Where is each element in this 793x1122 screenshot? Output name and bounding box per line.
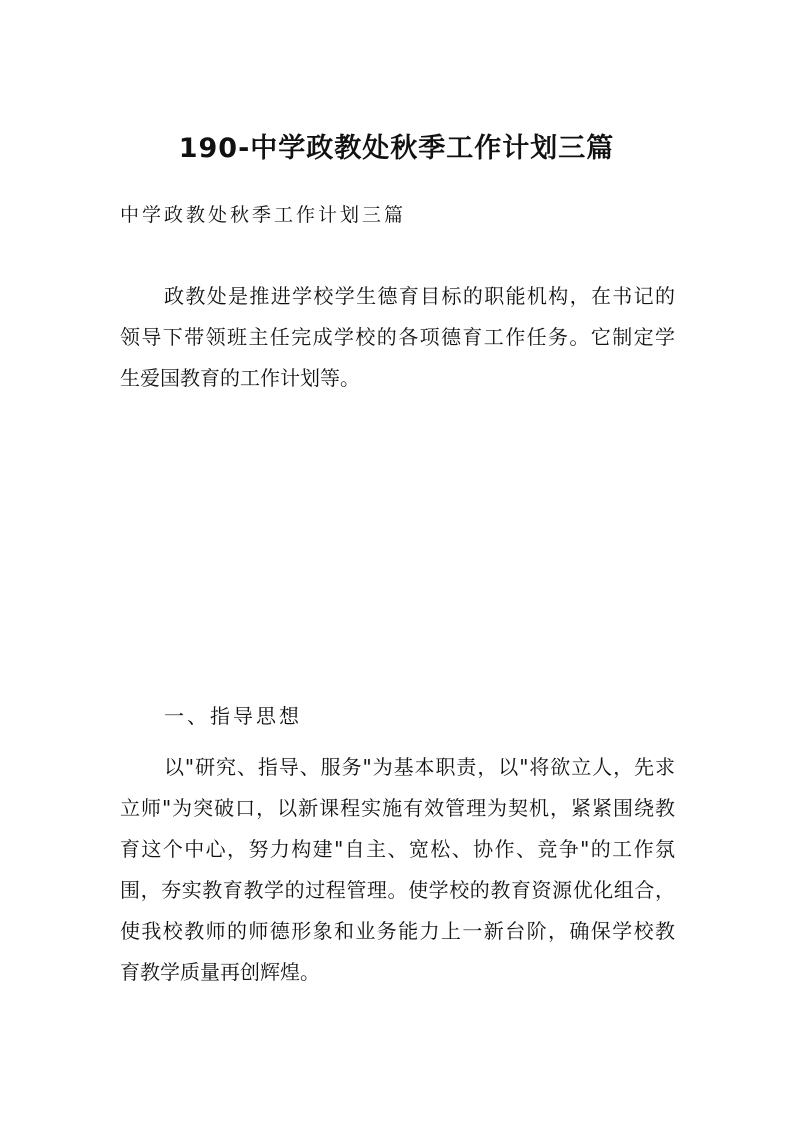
paragraph-line: 使我校教师的师德形象和业务能力上一新台阶，确保学校教 [120,919,675,943]
paragraph-line: 生爱国教育的工作计划等。 [120,366,360,390]
section-heading: 一、指导思想 [164,704,302,728]
document-subtitle: 中学政教处秋季工作计划三篇 [120,204,407,226]
document-title: 190-中学政教处秋季工作计划三篇 [178,133,615,164]
section-paragraph [120,747,675,993]
paragraph-line: 以"研究、指导、服务"为基本职责，以"将欲立人，先求 [164,755,675,779]
paragraph-line: 立师"为突破口，以新课程实施有效管理为契机，紧紧围绕教 [120,796,675,820]
paragraph-line: 育这个中心，努力构建"自主、宽松、协作、竞争"的工作氛 [120,837,675,861]
paragraph-line: 围，夯实教育教学的过程管理。使学校的教育资源优化组合， [120,878,675,902]
paragraph-line: 领导下带领班主任完成学校的各项德育工作任务。它制定学 [120,325,675,349]
intro-paragraph [120,276,675,399]
paragraph-line: 政教处是推进学校学生德育目标的职能机构，在书记的 [164,284,675,308]
paragraph-line: 育教学质量再创辉煌。 [120,960,320,984]
